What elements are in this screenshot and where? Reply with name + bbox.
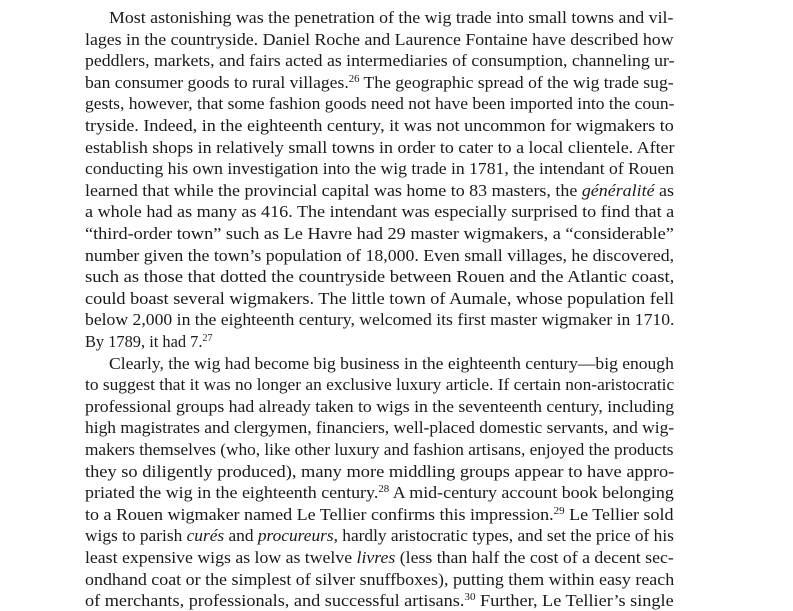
text-run: , hardly aristocratic types, and set the price of his — [333, 526, 674, 546]
text-line — [85, 50, 675, 71]
text-run: professional groups had already taken to wigs in the seventeenth century, including — [85, 396, 675, 416]
text-run: they so diligently produced), many more middling groups appear to have appro- — [85, 461, 675, 481]
text-line — [85, 201, 674, 222]
text-line — [85, 223, 674, 244]
text-run: Further, Le Tellier’s single — [475, 591, 674, 611]
italic-term: curés — [186, 526, 225, 546]
text-line — [85, 158, 674, 179]
text-line — [85, 245, 674, 266]
text-run: to a Rouen wigmaker named Le Tellier confirms this impression. — [85, 504, 554, 524]
text-line — [85, 180, 674, 201]
text-line — [85, 461, 674, 482]
text-run: a whole had as many as 416. The intendant was especially surprised to find that a — [85, 202, 675, 222]
text-line — [85, 569, 674, 590]
text-line — [85, 288, 674, 309]
text-line — [85, 374, 674, 395]
text-run: tryside. Indeed, in the eighteenth century, it was not uncommon for wigmakers to — [85, 116, 674, 135]
text-run: “third-order town” such as Le Havre had 29 master wigmakers, a “considerable” — [85, 224, 674, 243]
text-line — [85, 504, 674, 525]
text-run: such as those that dotted the countryside between Rouen and the Atlantic coast, — [85, 267, 675, 287]
text-line — [85, 309, 674, 330]
italic-term: livres — [356, 548, 396, 567]
text-run: conducting his own investigation into the wig trade in 1781, the intendant of Rouen — [85, 159, 675, 179]
text-line — [85, 29, 674, 50]
text-run: high magistrates and clergymen, financiers, well-placed domestic servants, and wig- — [85, 418, 675, 438]
text-line — [85, 439, 673, 460]
text-run: ban consumer goods to rural villages. — [85, 72, 349, 92]
text-run: priated the wig in the eighteenth century. — [85, 483, 379, 503]
text-run: learned that while the provincial capital was home to 83 masters, the — [85, 180, 582, 200]
text-run: to suggest that it was no longer an exclusive luxury article. If certain non-aristocratic — [85, 375, 675, 395]
text-line — [85, 482, 674, 503]
footnote-ref: 28 — [378, 484, 390, 496]
text-line — [109, 353, 674, 374]
text-run: below 2,000 in the eighteenth century, welcomed its first master wigmaker in 1710. — [85, 310, 675, 330]
text-run: By 1789, it had 7. — [85, 332, 203, 351]
footnote-ref: 29 — [553, 505, 565, 517]
text-run: of merchants, professionals, and successful artisans. — [85, 591, 465, 611]
text-run: least expensive wigs as low as twelve — [85, 548, 357, 567]
text-line — [85, 525, 674, 546]
text-run: establish shops in relatively small towns in order to cater to a local clientele. After — [85, 137, 675, 157]
text-line — [85, 417, 674, 438]
footnote-ref: 26 — [348, 73, 360, 85]
footnote-ref: 30 — [464, 592, 476, 604]
italic-term: généralité — [581, 180, 655, 200]
text-line — [85, 590, 674, 611]
text-run: ondhand coat or the simplest of silver snuffboxes), putting them within easy reach — [85, 569, 675, 589]
text-line — [85, 93, 674, 114]
footnote-ref: 27 — [202, 333, 213, 344]
text-run: The geographic spread of the wig trade sug- — [359, 72, 674, 92]
text-line — [85, 547, 674, 568]
text-run: (less than half the cost of a decent sec- — [395, 548, 674, 567]
text-run: Clearly, the wig had become big business in the eighteenth century—big enough — [109, 353, 674, 373]
text-run: could boast several wigmakers. The little town of Aumale, whose population fell — [85, 288, 675, 308]
text-run: peddlers, markets, and fairs acted as intermediaries of consumption, channeling ur- — [85, 51, 675, 71]
text-run: Most astonishing was the penetration of the wig trade into small towns and vil- — [109, 8, 674, 27]
text-line — [85, 396, 674, 417]
text-line — [85, 115, 674, 136]
text-run: number given the town’s population of 18,000. Even small villages, he discovered, — [85, 245, 675, 265]
text-line — [85, 331, 212, 352]
text-line — [109, 7, 673, 28]
text-run: gests, however, that some fashion goods need not have been imported into the coun- — [85, 94, 675, 114]
text-line — [85, 266, 674, 287]
text-line — [85, 137, 675, 158]
italic-term: procureurs — [257, 526, 334, 546]
text-line — [85, 72, 674, 93]
text-run: A mid-century account book belonging — [389, 483, 674, 503]
text-run: wigs to parish — [85, 526, 187, 546]
text-run: as — [654, 180, 675, 200]
text-run: Le Tellier sold — [564, 504, 674, 524]
text-run: makers themselves (who, like other luxury and fashion artisans, enjoyed the products — [85, 440, 674, 459]
text-run: lages in the countryside. Daniel Roche and Laurence Fontaine have described how — [85, 29, 674, 49]
text-run: and — [224, 526, 258, 546]
